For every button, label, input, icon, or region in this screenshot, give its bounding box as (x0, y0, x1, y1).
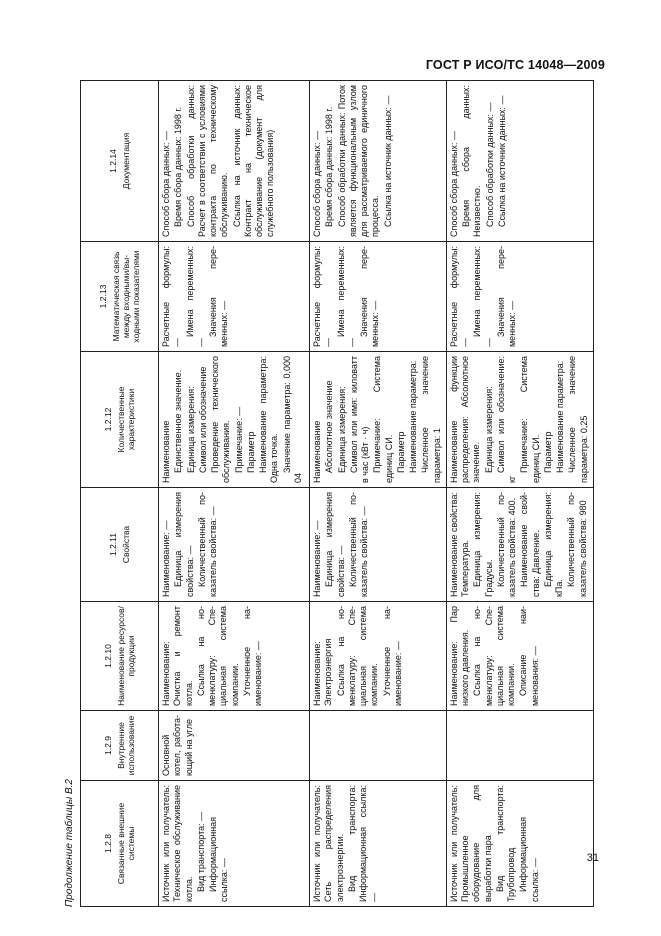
table-cell (159, 81, 310, 242)
cell-text: Значения переменных: — (495, 246, 517, 347)
cell-text: Способ сбора данных: — (312, 131, 322, 237)
cell-text: Способ сбора данных: — (161, 131, 171, 237)
cell-text: Значения переменных: — (359, 246, 381, 347)
cell-text: Имена переменных: — (472, 246, 494, 347)
cell-text: Единица измерения свойства: — (173, 492, 195, 597)
table-cell (446, 81, 593, 242)
cell-text: Способ обработки данных: Расчет в соответствии с условиями контракта по техническому обслуживанию. (185, 85, 230, 237)
table-cell (159, 352, 310, 488)
table-row (310, 81, 447, 907)
table-cell (159, 711, 310, 781)
cell-text: Единица измерения: Градусы. (472, 492, 494, 597)
rotated-content (61, 81, 589, 907)
column-header: 1.2.13 Математическая связь между входными/выходными показателями (81, 242, 159, 352)
cell-text: Вид транспорта: Трубопровод (494, 785, 516, 902)
cell-text: Наименование: Очистка и ремонт котла. (161, 606, 194, 706)
cell-text: Наименование свойства: Температура. (448, 492, 470, 597)
cell-text: Символ или обозначение: кг (495, 356, 517, 483)
cell-text: Ссылка на номенклатуру: Специальная система компании. (472, 606, 516, 706)
table-cell (446, 781, 593, 907)
cell-text: Уточненное наименование: — (381, 606, 403, 706)
table-cell (446, 352, 593, 488)
cell-text: Вид транспорта: Информационная ссылка: — (346, 785, 380, 902)
cell-text: Ссылка на номенклатуру: Специальная система компании. (335, 606, 380, 706)
page-number: 31 (586, 852, 599, 864)
table-cell (159, 488, 310, 602)
column-header: 1.2.9 Внутренние использование (81, 711, 159, 781)
cell-text: Наименование свойства: Давление. (519, 492, 541, 597)
column-header: 1.2.11 Свойства (81, 488, 159, 602)
table-row (446, 81, 593, 907)
cell-text: Имена переменных: — (184, 246, 206, 347)
cell-text: Наименование: — (312, 520, 322, 597)
cell-text: Наименование параметра: Одна точка. (258, 356, 280, 483)
column-header: 1.2.10 Наименование ресурсов/продукции (81, 602, 159, 711)
column-header: 1.2.8 Связанные внешние системы (81, 781, 159, 907)
cell-text: Количественный показатель свойства: 400. (495, 492, 517, 597)
cell-text: Информационная ссылка: — (208, 816, 230, 902)
table-cell (310, 242, 447, 352)
cell-text: Параметр (395, 431, 406, 473)
cell-text: Расчетные формулы: — (448, 246, 470, 347)
cell-text: Единица измерения свойства: — (324, 492, 346, 597)
cell-text: Вид транспорта: — (195, 811, 206, 892)
cell-text: Примечание: Система единиц СИ. (372, 356, 394, 483)
cell-text: Численное значение параметра: 1 (420, 356, 442, 483)
cell-text: Наименование: Электроэнергия (312, 638, 334, 706)
table-cell (310, 602, 447, 711)
cell-text: Количественный показатель свойства: — (196, 492, 218, 597)
cell-text: Наименование (161, 420, 171, 483)
cell-text: Информационная ссылка: — (518, 816, 540, 902)
cell-text: Имена переменных: — (335, 246, 357, 347)
cell-text: Время сбора данных: Неизвестно. (461, 85, 483, 237)
table-cell (446, 488, 593, 602)
table-cell (159, 781, 310, 907)
table-cell (310, 352, 447, 488)
cell-text: Уточненное наименование: — (241, 606, 263, 706)
cell-text: Параметр (542, 431, 553, 473)
table-cell (310, 488, 447, 602)
cell-text: Символ или обозначение (197, 366, 208, 473)
cell-text: Количественный показатель свойства: 980 (566, 492, 588, 597)
cell-text: Примечание: — (233, 406, 244, 473)
cell-text: Время сбора данных: 1998 г. (324, 106, 335, 227)
cell-text: Способ обработки данных: Поток является функциональным узлом для рассматриваемого единичного процесса. (336, 85, 381, 237)
cell-text: Ссылка на источник данных: Контракт на техническое обслуживание (документ для служебного пользования) (231, 85, 276, 237)
cell-text: Способ обработки данных: — (484, 102, 495, 227)
cell-text: Значение параметра: 0,000 04 (281, 356, 303, 483)
cell-text: Источник или получатель: Техническое обслуживание котла. (161, 785, 194, 902)
table-cell (310, 81, 447, 242)
table-header-row (81, 81, 159, 907)
table-cell (446, 711, 593, 781)
cell-text: Абсолютное значение (324, 380, 335, 473)
cell-text: Примечание: Система единиц СИ. (519, 356, 541, 483)
table-cell (310, 711, 447, 781)
cell-text: Источник или получатель: Промышленное оборудование для выработки пара (448, 785, 493, 902)
cell-text: Количественный показатель свойства: — (347, 492, 369, 597)
table-cell (159, 602, 310, 711)
cell-text: Наименование (312, 420, 322, 483)
cell-text: Единица измерения: (483, 386, 494, 473)
cell-text: Единица измерения: кПа. (542, 492, 564, 597)
table-cell (310, 781, 447, 907)
cell-text: Символ или имя: киловатт в час (кВт · ч) (348, 356, 370, 483)
table-caption: Продолжение таблицы В.2 (64, 779, 75, 907)
cell-text: Параметр (245, 431, 256, 473)
cell-text: Основной котел, работающий на угле (161, 715, 194, 776)
page-header-standard: ГОСТ Р ИСО/ТС 14048—2009 (425, 58, 605, 72)
cell-text: Значения переменных: — (208, 246, 230, 347)
cell-text: Описание наименования: — (518, 606, 540, 706)
cell-text: Единственное значение. (173, 369, 184, 473)
cell-text: Расчетные формулы: — (312, 246, 334, 347)
cell-text: Ссылка на номенклатуру: Специальная система компании. (195, 606, 240, 706)
cell-text: Наименование функции распределения: Абсолютное значение. (448, 356, 482, 483)
cell-text: Наименование параметра: (555, 360, 565, 473)
table-cell (446, 242, 593, 352)
cell-text: Единица измерения: (185, 386, 196, 473)
column-header: 1.2.12 Количественные характеристики (81, 352, 159, 488)
cell-text: Ссылка на источник данных: — (382, 95, 393, 227)
cell-text: Ссылка на источник данных: — (496, 95, 507, 227)
cell-text: Наименование: — (161, 520, 171, 597)
cell-text: Источник или получатель: Сеть распределения электроэнергии. (312, 785, 345, 902)
cell-text: Численное значение параметра: 0,25 (567, 356, 589, 483)
cell-text: Единица измерения: (336, 386, 347, 473)
column-header: 1.2.14 Документация (81, 81, 159, 242)
data-table (80, 80, 594, 907)
cell-text: Наименование: Пар низкого давления. (448, 606, 470, 706)
cell-text: Способ сбора данных: — (448, 131, 459, 237)
cell-text: Расчетные формулы: — (161, 246, 183, 347)
table-cell (446, 602, 593, 711)
cell-text: Время сбора данных: 1998 г. (173, 106, 184, 227)
cell-text: Проведение технического обслуживания. (210, 356, 232, 483)
cell-text: Наименование параметра: (408, 360, 418, 473)
table-cell (159, 242, 310, 352)
table-row (159, 81, 310, 907)
